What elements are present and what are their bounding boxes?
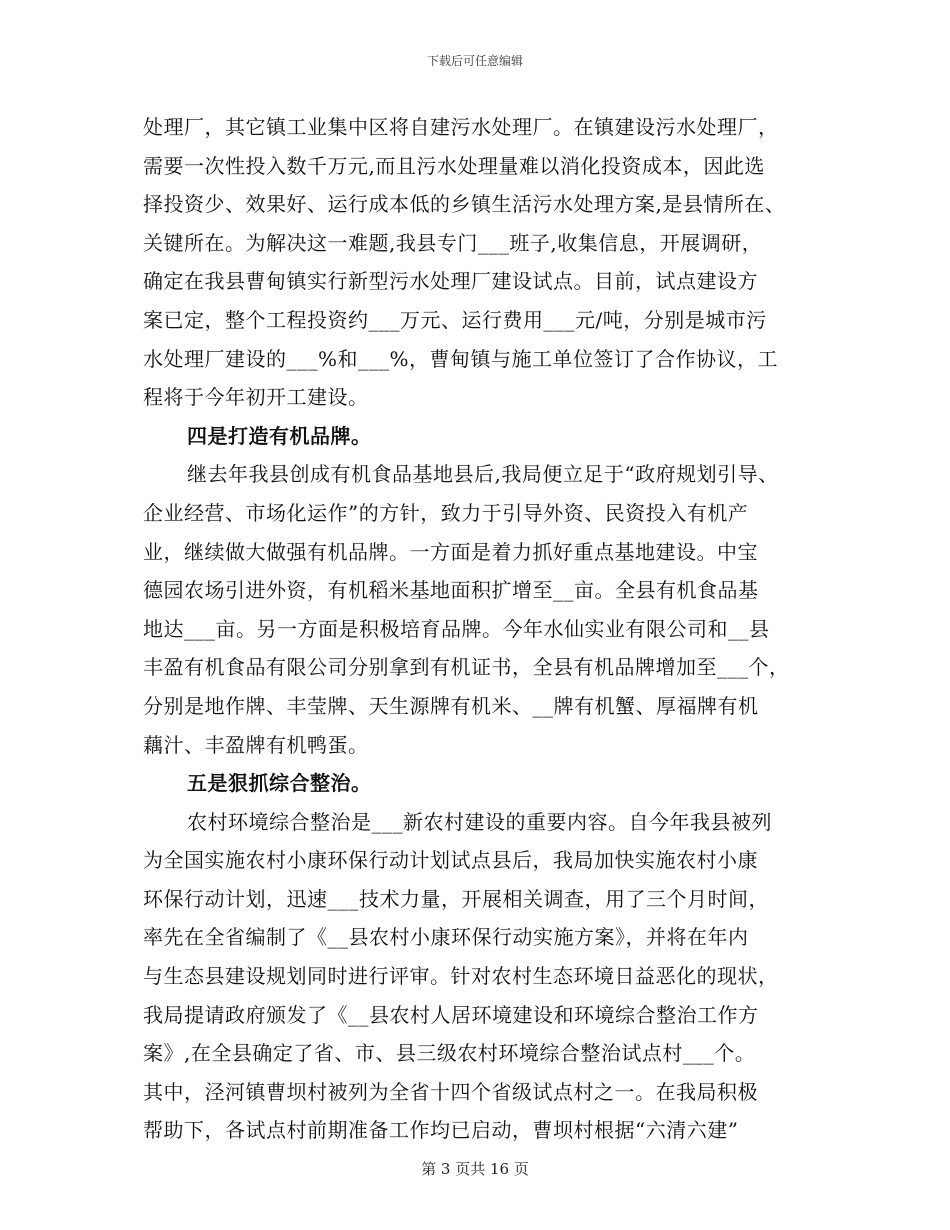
text-line: 关键所在。为解决这一难题,我县专门___班子,收集信息，开展调研， xyxy=(143,230,763,255)
page-header: 下载后可任意编辑 xyxy=(426,54,523,68)
text-line: 业，继续做大做强有机品牌。一方面是着力抓好重点基地建设。中宝 xyxy=(143,539,758,564)
text-line: 其中，泾河镇曹坝村被列为全省十四个省级试点村之一。在我局积极 xyxy=(143,1079,758,1104)
text-line: 择投资少、效果好、运行成本低的乡镇生活污水处理方案,是县情所在、 xyxy=(143,192,786,217)
text-line: 需要一次性投入数千万元,而且污水处理量难以消化投资成本，因此选 xyxy=(143,153,765,178)
paragraph-first-line: 农村环境综合整治是___新农村建设的重要内容。自今年我县被列 xyxy=(187,809,772,834)
text-line: 程将于今年初开工建设。 xyxy=(143,385,369,410)
text-line: 为全国实施农村小康环保行动计划试点县后，我局加快实施农村小康 xyxy=(143,848,758,873)
text-line: 丰盈有机食品有限公司分别拿到有机证书，全县有机品牌增加至___个， xyxy=(143,655,790,680)
paragraph-first-line: 继去年我县创成有机食品基地县后,我局便立足于“政府规划引导、 xyxy=(187,462,779,487)
text-line: 帮助下，各试点村前期准备工作均已启动，曹坝村根据“六清六建” xyxy=(143,1118,739,1143)
section-heading: 五是狠抓综合整治。 xyxy=(187,771,372,796)
text-line: 处理厂，其它镇工业集中区将自建污水处理厂。在镇建设污水处理厂， xyxy=(143,115,779,139)
text-line: 我局提请政府颁发了《__县农村人居环境建设和环境综合整治工作方 xyxy=(143,1002,759,1027)
text-line: 藕汁、丰盈牌有机鸭蛋。 xyxy=(143,732,369,757)
text-line: 分别是地作牌、丰莹牌、天生源牌有机米、__牌有机蟹、厚福牌有机 xyxy=(143,693,759,718)
document-body xyxy=(143,108,823,1150)
text-line: 率先在全省编制了《__县农村小康环保行动实施方案》，并将在年内 xyxy=(143,925,749,950)
text-line: 企业经营、市场化运作”的方针，致力于引导外资、民资投入有机产 xyxy=(143,500,749,525)
text-line: 案》,在全县确定了省、市、县三级农村环境综合整治试点村___个。 xyxy=(143,1041,756,1066)
text-line: 地达___亩。另一方面是积极培育品牌。今年水仙实业有限公司和__县 xyxy=(143,616,770,641)
text-line: 与生态县建设规划同时进行评审。针对农村生态环境日益恶化的现状， xyxy=(143,964,779,989)
text-line: 确定在我县曹甸镇实行新型污水处理厂建设试点。目前，试点建设方 xyxy=(143,269,758,294)
text-line: 水处理厂建设的___%和___%，曹甸镇与施工单位签订了合作协议，工 xyxy=(143,346,779,371)
text-line: 案已定，整个工程投资约___万元、运行费用___元/吨，分别是城市污 xyxy=(143,307,767,332)
page-number: 第 3 页共 16 页 xyxy=(421,1160,529,1178)
section-heading: 四是打造有机品牌。 xyxy=(187,423,372,448)
text-line: 环保行动计划，迅速___技术力量，开展相关调查，用了三个月时间， xyxy=(143,886,769,911)
text-line: 德园农场引进外资，有机稻米基地面积扩增至__亩。全县有机食品基 xyxy=(143,578,759,603)
